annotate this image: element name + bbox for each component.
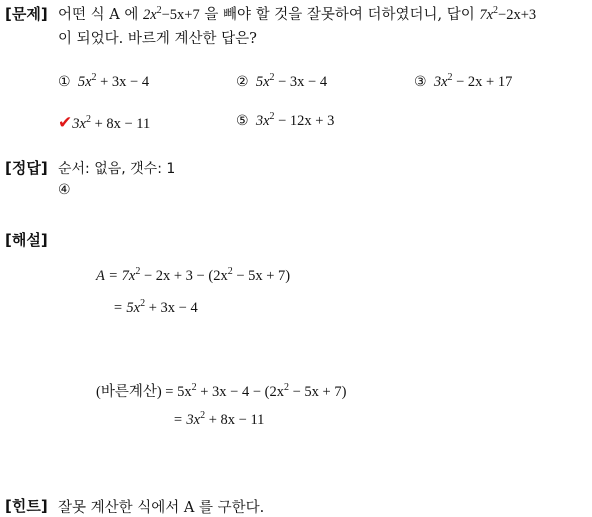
- problem-line-1: 어떤 식 A 에 $2x^2-5x+7$ 을 빼야 할 것을 잘못하여 더하였더니, 답이 $7x^2-2x+3$: [58, 5, 537, 23]
- problem-section-label: [문제]: [5, 5, 48, 23]
- answer-order-count: 순서: 없음, 갯수: 1: [58, 161, 176, 177]
- choice-3[interactable]: ③ $3x^2 - 2x + 17$: [414, 72, 513, 90]
- solution-equation-4: = $3x^2 + 8x - 11$: [173, 410, 265, 428]
- problem-subtrahend-expression: $2x^2-5x+7$: [142, 5, 200, 23]
- solution-equation-2: = $5x^2 + 3x - 4$: [113, 298, 198, 316]
- answer-section-label: [정답]: [5, 159, 48, 177]
- checkmark-icon: ✔: [58, 113, 73, 133]
- solution-equation-3: (바른계산) = $5x^2 + 3x - 4 - (2x^2 - 5x + 7)$: [96, 382, 347, 400]
- choice-4-correct[interactable]: $✔3x^2 + 8x - 11$: [58, 113, 151, 133]
- solution-section-label: [해설]: [5, 231, 48, 249]
- solution-equation-1: $A = 7x^2 - 2x + 3 - (2x^2 - 5x + 7)$: [96, 266, 291, 284]
- choice-5[interactable]: ⑤ $3x^2 - 12x + 3$: [236, 111, 335, 129]
- problem-line-2: 이 되었다. 바르게 계산한 답은?: [58, 31, 257, 47]
- problem-wrong-result-expression: $7x^2-2x+3$: [479, 5, 537, 23]
- answer-choice-number: ④: [58, 182, 71, 198]
- choice-1[interactable]: ① $5x^2 + 3x - 4$: [58, 72, 150, 90]
- choice-2[interactable]: ② $5x^2 - 3x - 4$: [236, 72, 328, 90]
- hint-text: 잘못 계산한 식에서 A 를 구한다.: [58, 500, 265, 516]
- hint-section-label: [힌트]: [5, 497, 48, 515]
